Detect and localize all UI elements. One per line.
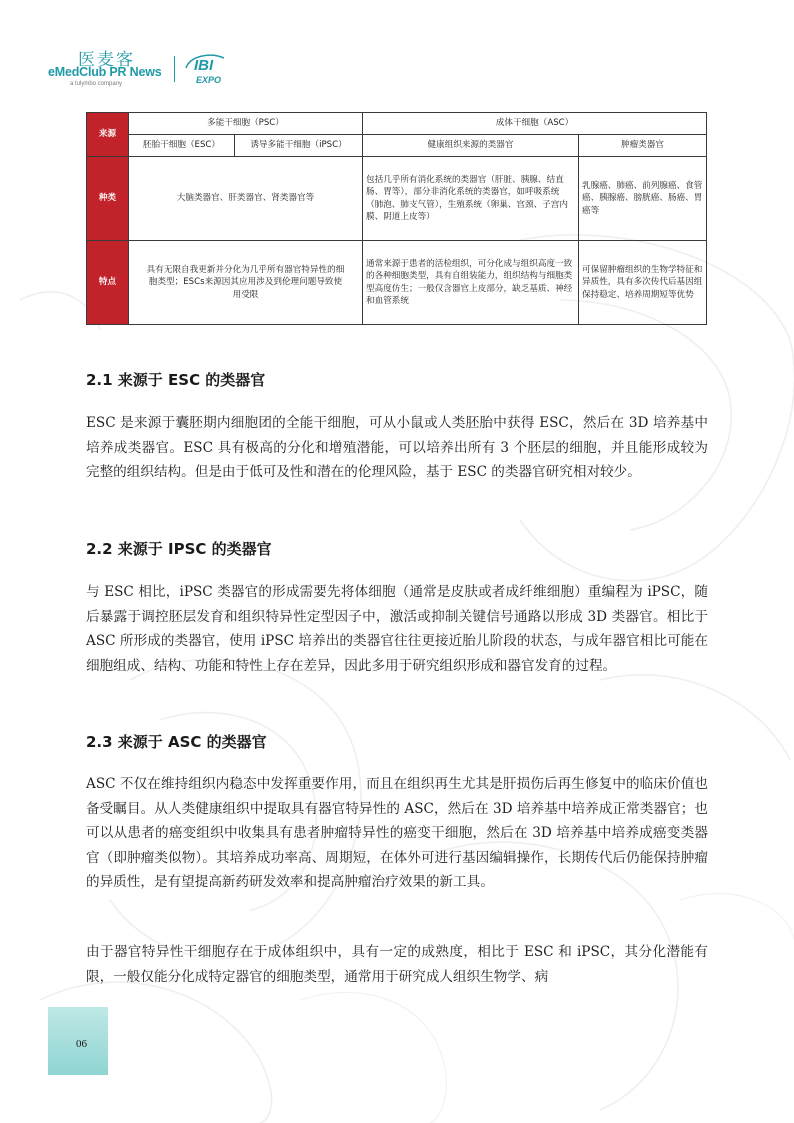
expo-logo-bottom-text: EXPO (196, 75, 222, 85)
row-label-feature: 特点 (87, 241, 129, 325)
header-asc-healthy: 健康组织来源的类器官 (363, 135, 579, 157)
section-heading-esc: 2.1 来源于 ESC 的类器官 (86, 371, 266, 389)
cell-asc-tumor-type: 乳腺癌、肺癌、前列腺癌、食管癌、胰腺癌、膀胱癌、肠癌、胃癌等 (579, 157, 707, 241)
cell-asc-healthy-type: 包括几乎所有消化系统的类器官（肝脏、胰腺、结直肠、胃等），部分非消化系统的类器官，如呼吸系统（肺泡、肺支气管），生殖系统（卵巢、宫颈、子宫内膜、阴道上皮等） (363, 157, 579, 241)
page-number: 06 (76, 1038, 87, 1050)
logo-chinese-name: 医麦客 (78, 50, 135, 70)
logo-tagline: a tulymbo company (70, 81, 123, 87)
header-ipsc: 诱导多能干细胞（iPSC） (235, 135, 363, 157)
table-row-feature (87, 241, 707, 325)
header-psc: 多能干细胞（PSC） (129, 113, 363, 135)
table-row-type (87, 157, 707, 241)
row-label-type: 种类 (87, 157, 129, 241)
paragraph-ipsc: 与 ESC 相比，iPSC 类器官的形成需要先将体细胞（通常是皮肤或者成纤维细胞）重编程为 iPSC，随后暴露于调控胚层发育和组织特异性定型因子中，激活或抑制关键信号通路以形成 3D 类器官。相比于 ASC 所形成的类器官，使用 iPSC 培养出的类器官往往更接近胎儿阶段的状态，与成年器官相比可能在细胞组成、结构、功能和特性上存在差异，因此多用于研究组织形成和器官发育的过程。 (86, 584, 708, 674)
organoid-comparison-table-wrapper (86, 112, 706, 325)
header-asc: 成体干细胞（ASC） (363, 113, 707, 135)
paragraph-esc: ESC 是来源于囊胚期内细胞团的全能干细胞，可从小鼠或人类胚胎中获得 ESC，然后在 3D 培养基中培养成类器官。ESC 具有极高的分化和增殖潜能，可以培养出所有 3 个胚层的细胞，并且能形成较为完整的组织结构。但是由于低可及性和潜在的伦理风险，基于 ESC 的类器官研究相对较少。 (86, 415, 708, 481)
table-header-row-1 (87, 113, 707, 135)
section-heading-asc: 2.3 来源于 ASC 的类器官 (86, 733, 267, 751)
header-esc: 胚胎干细胞（ESC） (129, 135, 235, 157)
organoid-comparison-table (86, 112, 707, 325)
row-label-source: 来源 (87, 113, 129, 157)
expo-logo-top-text: IBI (194, 57, 214, 74)
logo-english-name: eMedClub PR News (48, 65, 162, 79)
paragraph-asc-1: ASC 不仅在维持组织内稳态中发挥重要作用，而且在组织再生尤其是肝损伤后再生修复中的临床价值也备受瞩目。从人类健康组织中提取具有器官特异性的 ASC，然后在 3D 培养基中培养成正常类器官；也可以从患者的癌变组织中收集具有患者肿瘤特异性的癌变干细胞，然后在 3D 培养基中培养成癌变类器官（即肿瘤类似物）。其培养成功率高、周期短，在体外可进行基因编辑操作，长期传代后仍能保持肿瘤的异质性，是有望提高新药研发效率和提高肿瘤治疗效果的新工具。 (86, 776, 708, 891)
header-asc-tumor: 肿瘤类器官 (579, 135, 707, 157)
paragraph-asc-2: 由于器官特异性干细胞存在于成体组织中，具有一定的成熟度，相比于 ESC 和 iPSC，其分化潜能有限，一般仅能分化成特定器官的细胞类型，通常用于研究成人组织生物学、病 (86, 944, 708, 985)
logo-divider (174, 56, 175, 82)
cell-asc-tumor-feature: 可保留肿瘤组织的生物学特征和异质性，具有多次传代后基因组保持稳定、培养周期短等优势 (579, 241, 707, 325)
header-logos (40, 44, 340, 92)
cell-psc-type: 大脑类器官、肝类器官、肾类器官等 (129, 157, 363, 241)
table-header-row-2 (87, 135, 707, 157)
section-heading-ipsc: 2.2 来源于 IPSC 的类器官 (86, 540, 272, 558)
ibi-expo-logo (180, 50, 236, 90)
cell-asc-healthy-feature: 通常来源于患者的活检组织，可分化成与组织高度一致的各种细胞类型，具有自组装能力，组织结构与细胞类型高度仿生；一般仅含器官上皮部分，缺乏基质、神经和血管系统 (363, 241, 579, 325)
cell-psc-feature: 具有无限自我更新并分化为几乎所有器官特异性的细胞类型；ESCs来源因其应用涉及到伦理问题导致使用受限 (129, 241, 363, 325)
